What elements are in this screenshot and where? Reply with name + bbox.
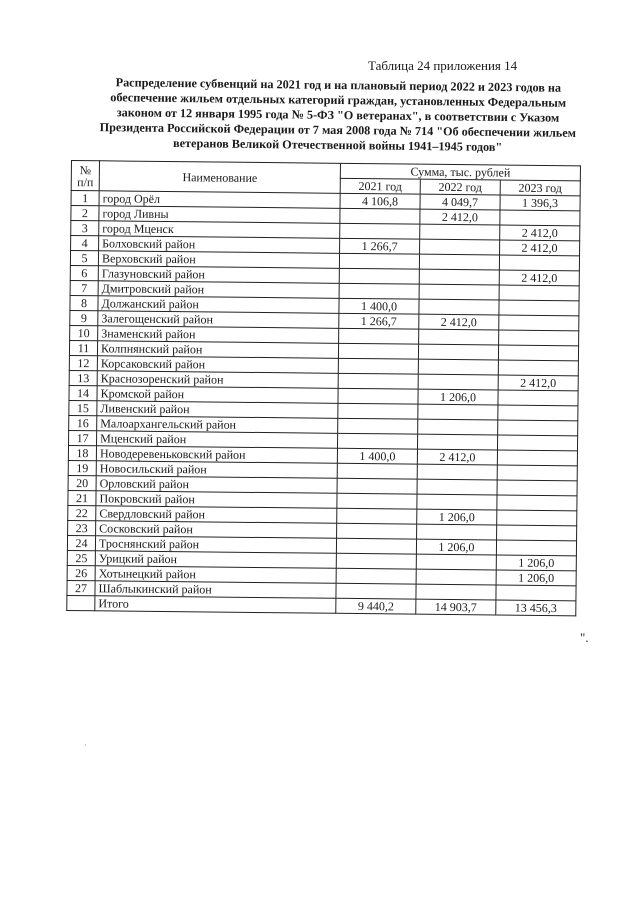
row-name: Кромской район — [97, 386, 338, 404]
row-value-2022: 2 412,0 — [419, 314, 499, 330]
scan-mark: · — [84, 741, 87, 750]
row-value-2021 — [338, 358, 418, 374]
row-value-2023 — [500, 210, 580, 226]
row-number: 9 — [70, 310, 98, 325]
row-number: 15 — [69, 400, 97, 415]
row-number: 1 — [71, 191, 99, 206]
row-value-2022 — [420, 239, 500, 255]
header-name: Наименование — [99, 161, 340, 194]
row-value-2022 — [418, 419, 498, 435]
row-value-2023 — [499, 285, 579, 301]
row-number: 19 — [68, 460, 96, 475]
document-title — [78, 75, 599, 156]
header-year-2023: 2023 год — [500, 180, 580, 196]
row-number: 10 — [70, 325, 98, 340]
row-value-2023 — [497, 495, 577, 511]
row-value-2021 — [336, 568, 416, 584]
row-value-2021 — [336, 553, 416, 569]
row-value-2021 — [338, 373, 418, 389]
row-value-2021 — [337, 463, 417, 479]
row-value-2023 — [497, 450, 577, 466]
row-value-2023 — [498, 390, 578, 406]
header-sum: Сумма, тыс. рублей — [340, 163, 580, 181]
header-number: № п/п — [71, 161, 99, 191]
row-value-2021 — [338, 388, 418, 404]
row-number: 11 — [69, 340, 97, 355]
row-name: Новосильский район — [96, 461, 337, 479]
row-value-2022 — [420, 224, 500, 240]
closing-quote: ". — [580, 630, 589, 645]
row-value-2022 — [417, 434, 497, 450]
row-value-2023: 1 206,0 — [496, 555, 576, 571]
row-value-2022 — [417, 494, 497, 510]
header-year-2021: 2021 год — [340, 178, 420, 194]
row-value-2023: 2 412,0 — [499, 240, 579, 256]
row-value-2023 — [499, 255, 579, 271]
row-value-2021 — [340, 223, 420, 239]
row-name: Малоархангельский район — [97, 416, 338, 434]
row-number: 12 — [69, 355, 97, 370]
row-name: Знаменский район — [98, 326, 339, 344]
row-value-2021: 1 400,0 — [337, 448, 417, 464]
row-number: 16 — [69, 415, 97, 430]
row-value-2023 — [498, 420, 578, 436]
row-value-2023 — [499, 315, 579, 331]
subvention-table — [66, 160, 581, 616]
row-number: 3 — [71, 221, 99, 236]
row-value-2021: 1 400,0 — [339, 298, 419, 314]
row-value-2023 — [499, 300, 579, 316]
row-value-2023 — [496, 540, 576, 556]
row-name: Мценский район — [97, 431, 338, 449]
row-name: Урицкий район — [95, 551, 336, 569]
row-value-2023 — [498, 405, 578, 421]
row-value-2021 — [337, 493, 417, 509]
row-value-2021 — [339, 328, 419, 344]
row-value-2021 — [337, 523, 417, 539]
row-number: 17 — [69, 430, 97, 445]
row-number: 24 — [67, 535, 95, 550]
row-value-2022: 1 206,0 — [418, 389, 498, 405]
row-name: Орловский район — [96, 476, 337, 494]
title-line: Президента Российской Федерации от 7 мая 2008 года № 714 "Об обеспечении жильем — [99, 120, 577, 140]
row-value-2023 — [496, 585, 576, 601]
row-value-2022: 1 206,0 — [416, 539, 496, 555]
row-number: 22 — [68, 505, 96, 520]
row-value-2021: 1 266,7 — [340, 238, 420, 254]
row-value-2022 — [417, 524, 497, 540]
row-number: 27 — [67, 580, 95, 595]
row-number: 8 — [70, 295, 98, 310]
row-value-2021 — [339, 283, 419, 299]
row-value-2022 — [419, 254, 499, 270]
row-name: Покровский район — [96, 491, 337, 509]
total-number-cell — [67, 595, 95, 610]
header-year-2022: 2022 год — [420, 179, 500, 195]
row-name: Свердловский район — [96, 506, 337, 524]
row-value-2022: 1 206,0 — [417, 509, 497, 525]
row-value-2023 — [497, 525, 577, 541]
row-number: 26 — [67, 565, 95, 580]
row-value-2022 — [418, 359, 498, 375]
row-value-2021: 4 106,8 — [340, 193, 420, 209]
row-name: Шаблыкинский район — [95, 581, 336, 599]
row-name: Ливенский район — [97, 401, 338, 419]
row-value-2022 — [419, 299, 499, 315]
row-value-2022: 2 412,0 — [417, 449, 497, 465]
row-value-2023: 1 396,3 — [500, 195, 580, 211]
row-value-2023 — [497, 435, 577, 451]
row-name: Глазуновский район — [98, 266, 339, 284]
row-value-2023 — [499, 330, 579, 346]
row-number: 6 — [70, 265, 98, 280]
row-value-2021 — [338, 418, 418, 434]
row-value-2023: 2 412,0 — [499, 270, 579, 286]
row-value-2021 — [336, 583, 416, 599]
row-name: Хотынецкий район — [95, 566, 336, 584]
row-value-2023: 1 206,0 — [496, 570, 576, 586]
row-value-2023 — [498, 345, 578, 361]
row-number: 13 — [69, 370, 97, 385]
row-value-2021 — [340, 208, 420, 224]
row-value-2022 — [418, 344, 498, 360]
row-name: Должанский район — [98, 296, 339, 314]
row-name: Новодеревеньковский район — [96, 446, 337, 464]
row-value-2021 — [338, 343, 418, 359]
row-value-2022 — [419, 269, 499, 285]
row-name: Верховский район — [98, 251, 339, 269]
row-value-2021 — [339, 253, 419, 269]
row-name: город Орёл — [99, 191, 340, 209]
row-value-2022 — [417, 479, 497, 495]
row-name: Болховский район — [99, 236, 340, 254]
row-name: город Мценск — [99, 221, 340, 239]
row-value-2022: 4 049,7 — [420, 194, 500, 210]
table-reference: Таблица 24 приложения 14 — [368, 58, 518, 73]
row-number: 21 — [68, 490, 96, 505]
row-value-2023 — [497, 480, 577, 496]
total-label: Итого — [95, 596, 336, 614]
total-2022: 14 903,7 — [416, 599, 496, 615]
row-name: Колпнянский район — [98, 341, 339, 359]
row-value-2022 — [418, 404, 498, 420]
row-name: Сосковский район — [96, 521, 337, 539]
total-2023: 13 456,3 — [496, 600, 576, 616]
row-value-2021: 1 266,7 — [339, 313, 419, 329]
row-value-2023 — [497, 510, 577, 526]
row-value-2022 — [419, 284, 499, 300]
row-name: Корсаковский район — [97, 356, 338, 374]
row-number: 4 — [71, 236, 99, 251]
row-value-2023 — [497, 465, 577, 481]
row-number: 2 — [71, 206, 99, 221]
row-name: Краснозоренский район — [97, 371, 338, 389]
row-number: 23 — [68, 520, 96, 535]
row-value-2023 — [498, 360, 578, 376]
row-number: 18 — [68, 445, 96, 460]
row-value-2022 — [417, 464, 497, 480]
row-number: 14 — [69, 385, 97, 400]
row-value-2022 — [416, 569, 496, 585]
row-value-2021 — [338, 433, 418, 449]
row-value-2022 — [418, 374, 498, 390]
row-value-2022 — [419, 329, 499, 345]
row-name: Троснянский район — [95, 536, 336, 554]
title-line: обеспечение жильем отдельных категорий граждан, установленных Федеральным — [110, 90, 567, 110]
row-number: 20 — [68, 475, 96, 490]
row-number: 5 — [70, 251, 98, 266]
row-name: Дмитровский район — [98, 281, 339, 299]
row-value-2021 — [337, 508, 417, 524]
table-body — [67, 191, 580, 601]
title-line: законом от 12 января 1995 года № 5-ФЗ "О ветеранах", в соответствии с Указом — [116, 105, 560, 125]
row-name: город Ливны — [99, 206, 340, 224]
row-value-2023: 2 412,0 — [498, 375, 578, 391]
title-line: Распределение субвенций на 2021 год и на плановый период 2022 и 2023 годов на — [115, 75, 562, 95]
row-value-2022 — [416, 584, 496, 600]
row-value-2021 — [336, 538, 416, 554]
row-value-2022 — [416, 554, 496, 570]
row-value-2023: 2 412,0 — [500, 225, 580, 241]
row-value-2021 — [338, 403, 418, 419]
total-2021: 9 440,2 — [336, 598, 416, 614]
row-number: 7 — [70, 280, 98, 295]
row-name: Залегощенский район — [98, 311, 339, 329]
title-line: ветеранов Великой Отечественной войны 1941–1945 годов" — [173, 135, 503, 155]
row-number: 25 — [67, 550, 95, 565]
row-value-2021 — [339, 268, 419, 284]
row-value-2022: 2 412,0 — [420, 209, 500, 225]
row-value-2021 — [337, 478, 417, 494]
